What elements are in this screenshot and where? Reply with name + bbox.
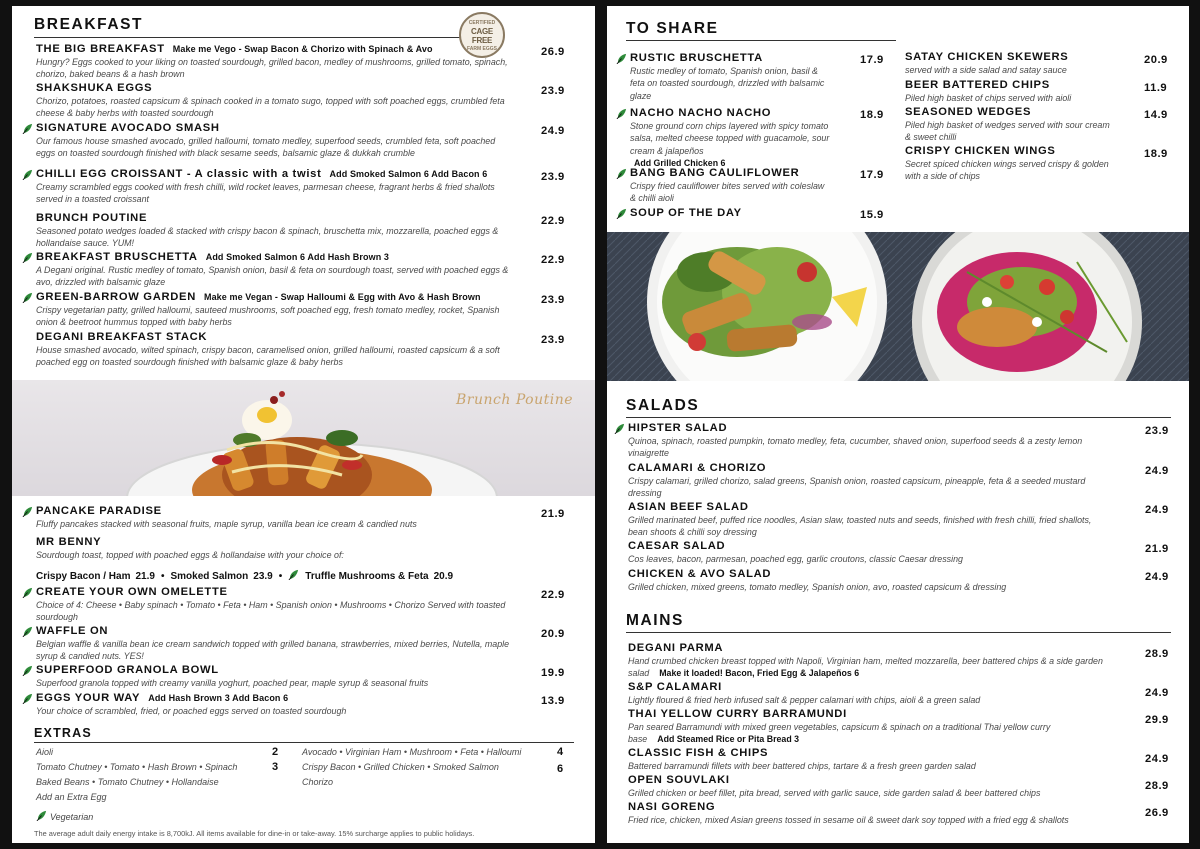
menu-item-price: 28.9 xyxy=(1145,648,1169,660)
menu-item-name: PANCAKE PARADISE xyxy=(36,505,162,517)
menu-item-description xyxy=(628,581,1113,593)
menu-item-price: 26.9 xyxy=(541,46,565,58)
leaf-icon xyxy=(22,506,33,517)
menu-item xyxy=(628,568,1113,593)
menu-item-description xyxy=(905,119,1110,144)
menu-item-price: 13.9 xyxy=(541,695,565,707)
menu-item-name: DEGANI PARMA xyxy=(628,642,724,654)
menu-item-price: 23.9 xyxy=(541,334,565,346)
section-title-extras: EXTRAS xyxy=(34,726,92,740)
benny-option-price: 21.9 xyxy=(135,571,155,582)
menu-item-description xyxy=(36,95,511,120)
menu-item-name: CHILLI EGG CROISSANT - A classic with a twist xyxy=(36,168,322,180)
leaf-icon xyxy=(22,292,33,303)
menu-item xyxy=(628,708,1113,746)
menu-item-name: WAFFLE ON xyxy=(36,625,109,637)
menu-item-description xyxy=(628,814,1113,826)
menu-item-description xyxy=(36,56,511,81)
menu-item-description xyxy=(628,721,1113,746)
leaf-icon xyxy=(288,569,299,580)
menu-item-description xyxy=(36,518,511,530)
menu-item-price: 26.9 xyxy=(1145,807,1169,819)
brunch-poutine-photo xyxy=(12,380,595,496)
extras-line: Chorizo xyxy=(302,777,334,787)
section-divider xyxy=(626,40,896,41)
leaf-icon xyxy=(616,208,627,219)
menu-item xyxy=(628,422,1113,460)
section-title-breakfast: BREAKFAST xyxy=(34,16,144,33)
menu-item-description xyxy=(628,553,1113,565)
menu-item-name: SHAKSHUKA EGGS xyxy=(36,82,153,94)
menu-item-name: CREATE YOUR OWN OMELETTE xyxy=(36,586,228,598)
menu-item-name: NASI GORENG xyxy=(628,801,716,813)
menu-item-price: 24.9 xyxy=(541,125,565,137)
extras-price-2: 3 xyxy=(272,761,279,773)
leaf-icon xyxy=(616,53,627,64)
menu-item-description-text: Stone ground corn chips layered with spicy tomato salsa, melted cheese topped with guacamole, sour cream & jalapeños xyxy=(630,121,830,156)
menu-item-name: BANG BANG CAULIFLOWER xyxy=(630,167,800,179)
leaf-icon xyxy=(36,810,47,821)
menu-item-name: THE BIG BREAKFAST xyxy=(36,43,165,55)
section-title-to-share: TO SHARE xyxy=(626,20,719,37)
menu-item-description-text: served with a side salad and satay sauce xyxy=(905,65,1067,75)
leaf-icon xyxy=(22,252,33,263)
menu-item-name: SATAY CHICKEN SKEWERS xyxy=(905,51,1069,63)
menu-item-name: RUSTIC BRUSCHETTA xyxy=(630,52,763,64)
menu-item-description-text: House smashed avocado, wilted spinach, crispy bacon, caramelised onion, grilled halloumi, roasted capsicum & a soft poached egg on toasted sourdough finished with balsamic glaze & baby herbs xyxy=(36,345,500,368)
menu-item-description xyxy=(628,655,1113,680)
menu-item-name: DEGANI BREAKFAST STACK xyxy=(36,331,208,343)
extras-column-1 xyxy=(36,745,279,805)
extras-price-1: 2 xyxy=(272,746,279,758)
menu-item xyxy=(905,79,1110,104)
menu-item-name: OPEN SOUVLAKI xyxy=(628,774,730,786)
menu-item-description xyxy=(905,64,1110,76)
menu-item-price: 24.9 xyxy=(1145,504,1169,516)
separator: • xyxy=(278,571,283,582)
menu-item-name: CALAMARI & CHORIZO xyxy=(628,462,767,474)
menu-item-name: HIPSTER SALAD xyxy=(628,422,728,434)
menu-item-description-text: Crispy vegetarian patty, grilled halloumi, sauteed mushrooms, soft poached egg, fresh tomato medley, rocket, Spanish onion & beetroot hummus topped with baby herbs xyxy=(36,305,500,328)
section-title-salads: SALADS xyxy=(626,397,700,414)
menu-item-name: BRUNCH POUTINE xyxy=(36,212,148,224)
menu-item-name: CLASSIC FISH & CHIPS xyxy=(628,747,769,759)
menu-item-price: 24.9 xyxy=(1145,753,1169,765)
menu-page-right xyxy=(607,6,1189,843)
menu-item-description-text: Chorizo, potatoes, roasted capsicum & spinach cooked in a tomato sugo, topped with soft poached eggs, crumbled feta cheese & baby herbs with toasted sourdough xyxy=(36,96,505,119)
menu-item-price: 29.9 xyxy=(1145,714,1169,726)
menu-item-description xyxy=(628,787,1113,799)
menu-item-description xyxy=(36,549,511,561)
menu-item-description-text: Our famous house smashed avocado, grilled halloumi, tomato medley, superfood seeds, crumbled feta, soft poached eggs on toasted sourdough finished with black sesame seeds, balsamic glaze & dukkah crumble xyxy=(36,136,496,159)
menu-item xyxy=(628,801,1113,826)
menu-item-price: 21.9 xyxy=(1145,543,1169,555)
leaf-icon xyxy=(614,423,625,434)
menu-item-price: 23.9 xyxy=(541,171,565,183)
menu-item-description-text: Piled high basket of chips served with aioli xyxy=(905,93,1072,103)
section-divider xyxy=(626,417,1171,418)
section-divider xyxy=(34,37,474,38)
menu-item-addon: Make it loaded! Bacon, Fried Egg & Jalapeños 6 xyxy=(659,668,860,679)
menu-item-price: 28.9 xyxy=(1145,780,1169,792)
menu-item-extra: Make me Vegan - Swap Halloumi & Egg with Avo & Hash Brown xyxy=(203,292,481,302)
menu-item-price: 22.9 xyxy=(541,589,565,601)
menu-item-description xyxy=(630,120,830,157)
menu-item xyxy=(36,586,511,624)
menu-item-addon: Add Grilled Chicken 6 xyxy=(634,158,726,169)
menu-item-name: SIGNATURE AVOCADO SMASH xyxy=(36,122,220,134)
leaf-icon xyxy=(22,693,33,704)
menu-item-description-text: Cos leaves, bacon, parmesan, poached egg, garlic croutons, classic Caesar dressing xyxy=(628,554,963,564)
menu-item-description-text: Hungry? Eggs cooked to your liking on toasted sourdough, grilled bacon, medley of mushrooms, grilled tomato, spinach, chorizo, baked beans & a hash brown xyxy=(36,57,508,80)
menu-item xyxy=(36,251,511,289)
leaf-icon xyxy=(22,587,33,598)
leaf-icon xyxy=(22,123,33,134)
photo-caption: Brunch Poutine xyxy=(456,392,574,408)
menu-item-description-text: Choice of 4: Cheese • Baby spinach • Tomato • Feta • Ham • Spanish onion • Mushrooms • Chorizo Served with toasted sourdough xyxy=(36,600,506,623)
menu-item xyxy=(36,625,511,663)
menu-item-description xyxy=(36,304,511,329)
menu-item xyxy=(628,774,1113,799)
benny-option-price: 20.9 xyxy=(433,571,454,582)
menu-item-name: MR BENNY xyxy=(36,536,102,548)
menu-item-name: NACHO NACHO NACHO xyxy=(630,107,772,119)
extras-price-4: 6 xyxy=(557,763,564,775)
menu-item-description-text: Rustic medley of tomato, Spanish onion, basil & feta on toasted sourdough, drizzled with balsamic glaze xyxy=(630,66,825,101)
menu-item-description-text: Crispy calamari, grilled chorizo, salad greens, Spanish onion, roasted capsicum, pineapple, feta & a seeded mustard dressing xyxy=(628,476,1086,499)
menu-item-price: 22.9 xyxy=(541,215,565,227)
menu-item xyxy=(36,291,511,329)
menu-item-description xyxy=(36,264,511,289)
menu-item-description xyxy=(36,599,511,624)
menu-item xyxy=(36,82,511,120)
menu-item xyxy=(630,52,830,102)
extras-line: Baked Beans • Tomato Chutney • Hollandaise xyxy=(36,777,219,787)
menu-item-name: CAESAR SALAD xyxy=(628,540,726,552)
menu-item xyxy=(630,167,830,205)
menu-item-description-text: Seasoned potato wedges loaded & stacked with crispy bacon & spinach, bruschetta mix, mozzarella, poached eggs & hollandaise sauce. YUM! xyxy=(36,226,499,249)
extras-line: Aioli xyxy=(36,747,54,757)
leaf-icon xyxy=(616,168,627,179)
menu-item-price: 21.9 xyxy=(541,508,565,520)
dishes-illustration xyxy=(607,232,1189,381)
extras-column-2 xyxy=(302,745,552,790)
menu-page-left xyxy=(12,6,595,843)
menu-item-name: BEER BATTERED CHIPS xyxy=(905,79,1050,91)
menu-item-description-text: Grilled chicken, mixed greens, tomato medley, Spanish onion, avo, roasted capsicum & dressing xyxy=(628,582,1007,592)
menu-item-name: BREAKFAST BRUSCHETTA xyxy=(36,251,198,263)
menu-item-extra: Make me Vego - Swap Bacon & Chorizo with Spinach & Avo xyxy=(172,44,433,54)
benny-option-label: Smoked Salmon xyxy=(170,571,249,582)
menu-item xyxy=(628,540,1113,565)
menu-item-description-text: Creamy scrambled eggs cooked with fresh chilli, wild rocket leaves, parmesan cheese, fragrant herbs & fried shallots served in a toasted croissant xyxy=(36,182,495,205)
menu-item-description-text: Fluffy pancakes stacked with seasonal fruits, maple syrup, vanilla bean ice cream & candied nuts xyxy=(36,519,417,529)
menu-item-extra: Add Smoked Salmon 6 Add Hash Brown 3 xyxy=(205,252,390,262)
benny-option-label: Truffle Mushrooms & Feta xyxy=(305,571,429,582)
menu-item-name: SUPERFOOD GRANOLA BOWL xyxy=(36,664,219,676)
menu-item-description-text: Piled high basket of wedges served with sour cream & sweet chilli xyxy=(905,120,1110,143)
section-divider xyxy=(626,632,1171,633)
dishes-photo xyxy=(607,232,1189,381)
menu-item xyxy=(36,505,511,530)
menu-item xyxy=(628,642,1113,680)
section-title-mains: MAINS xyxy=(626,612,684,629)
extras-line: Add an Extra Egg xyxy=(36,792,107,802)
menu-item-price: 20.9 xyxy=(541,628,565,640)
menu-item xyxy=(630,107,830,168)
menu-item-description xyxy=(905,158,1110,183)
menu-item-description xyxy=(36,705,511,717)
menu-item-description xyxy=(36,225,511,250)
menu-item xyxy=(628,462,1113,500)
menu-item-description-text: Pan seared Barramundi with mixed green vegetables, capsicum & spinach on a traditional Thai yellow curry base xyxy=(628,722,1051,745)
menu-item-description xyxy=(630,180,830,205)
menu-item-description-text: Secret spiced chicken wings served crispy & golden with a side of chips xyxy=(905,159,1109,182)
separator: • xyxy=(160,571,165,582)
menu-item xyxy=(36,168,511,206)
menu-item xyxy=(36,331,511,369)
menu-item-name: THAI YELLOW CURRY BARRAMUNDI xyxy=(628,708,847,720)
menu-item-price: 18.9 xyxy=(1144,148,1168,160)
menu-item-name: ASIAN BEEF SALAD xyxy=(628,501,749,513)
menu-item-price: 19.9 xyxy=(541,667,565,679)
menu-item-description xyxy=(630,65,830,102)
menu-item-price: 20.9 xyxy=(1144,54,1168,66)
menu-item-name: CRISPY CHICKEN WINGS xyxy=(905,145,1056,157)
legend-vegetarian: Vegetarian xyxy=(50,812,94,822)
menu-item xyxy=(36,122,511,160)
benny-option-price: 23.9 xyxy=(253,571,273,582)
menu-item-price: 14.9 xyxy=(1144,109,1168,121)
leaf-icon xyxy=(616,108,627,119)
menu-item-price: 15.9 xyxy=(860,209,884,221)
menu-item xyxy=(630,207,830,219)
menu-item-price: 18.9 xyxy=(860,109,884,121)
menu-item-price: 17.9 xyxy=(860,169,884,181)
menu-item-name: EGGS YOUR WAY xyxy=(36,692,141,704)
menu-item-description xyxy=(36,181,511,206)
menu-item-description-text: A Degani original. Rustic medley of tomato, Spanish onion, basil & feta on sourdough toast, served with poached eggs & avo, drizzled with balsamic glaze xyxy=(36,265,509,288)
benny-options xyxy=(36,569,453,582)
menu-item-extra: Add Smoked Salmon 6 Add Bacon 6 xyxy=(329,169,488,179)
section-divider xyxy=(34,742,574,743)
menu-item-name: CHICKEN & AVO SALAD xyxy=(628,568,772,580)
menu-item-description-text: Sourdough toast, topped with poached eggs & hollandaise with your choice of: xyxy=(36,550,344,560)
menu-item xyxy=(36,536,511,561)
menu-item xyxy=(905,145,1110,183)
menu-item-description xyxy=(36,638,511,663)
extras-line: Crispy Bacon • Grilled Chicken • Smoked Salmon xyxy=(302,762,499,772)
menu-item-description xyxy=(628,435,1113,460)
extras-line: Tomato Chutney • Tomato • Hash Brown • Spinach xyxy=(36,762,238,772)
menu-item-description-text: Grilled marinated beef, puffed rice noodles, Asian slaw, toasted nuts and seeds, finished with fresh chilli, fried shallots, bean shoots & chilli soy dressing xyxy=(628,515,1092,538)
menu-item-description xyxy=(905,92,1110,104)
extras-line: Avocado • Virginian Ham • Mushroom • Feta • Halloumi xyxy=(302,747,522,757)
menu-item-description-text: Your choice of scrambled, fried, or poached eggs served on toasted sourdough xyxy=(36,706,347,716)
menu-item-name: S&P CALAMARI xyxy=(628,681,722,693)
menu-item xyxy=(628,747,1113,772)
menu-item xyxy=(36,212,511,250)
menu-item-description-text: Crispy fried cauliflower bites served with coleslaw & chilli aioli xyxy=(630,181,825,204)
menu-item-price: 23.9 xyxy=(541,85,565,97)
menu-item-name: SOUP OF THE DAY xyxy=(630,207,742,219)
menu-item-description-text: Grilled chicken or beef fillet, pita bread, served with garlic sauce, side garden salad & beer battered chips xyxy=(628,788,1041,798)
menu-item-price: 22.9 xyxy=(541,254,565,266)
menu-item xyxy=(628,681,1113,706)
menu-item-description xyxy=(36,677,511,689)
menu-item xyxy=(628,501,1113,539)
menu-item-price: 11.9 xyxy=(1144,82,1168,94)
menu-item-addon: Add Steamed Rice or Pita Bread 3 xyxy=(657,734,800,745)
menu-item-price: 23.9 xyxy=(541,294,565,306)
menu-item-price: 23.9 xyxy=(1145,425,1169,437)
menu-item-price: 17.9 xyxy=(860,54,884,66)
leaf-icon xyxy=(22,626,33,637)
menu-item-description xyxy=(628,514,1113,539)
footnote: The average adult daily energy intake is 8,700kJ. All items available for dine-in or take-away. 15% surcharge applies to public holidays. xyxy=(34,829,475,838)
menu-item-description-text: Fried rice, chicken, mixed Asian greens tossed in sesame oil & sweet dark soy topped with a fried egg & shallots xyxy=(628,815,1069,825)
menu-item xyxy=(36,664,511,689)
menu-item-name: GREEN-BARROW GARDEN xyxy=(36,291,196,303)
menu-item xyxy=(905,51,1110,76)
menu-item-description xyxy=(628,475,1113,500)
menu-item-description-text: Hand crumbed chicken breast topped with Napoli, Virginian ham, melted mozzarella, beer battered chips & a side garden salad xyxy=(628,656,1103,679)
menu-item-description-text: Belgian waffle & vanilla bean ice cream sandwich topped with grilled banana, strawberries, mixed berries, Nutella, maple syrup & candied nuts. YES! xyxy=(36,639,510,662)
menu-item-price: 24.9 xyxy=(1145,687,1169,699)
menu-item-description-text: Superfood granola topped with creamy vanilla yoghurt, poached pear, maple syrup & seasonal fruits xyxy=(36,678,429,688)
benny-option-label: Crispy Bacon / Ham xyxy=(36,571,131,582)
menu-item xyxy=(905,106,1110,144)
menu-item-extra: Add Hash Brown 3 Add Bacon 6 xyxy=(148,693,289,703)
menu-item-description xyxy=(628,694,1113,706)
leaf-icon xyxy=(22,169,33,180)
menu-item-description xyxy=(36,135,511,160)
menu-item-description xyxy=(36,344,511,369)
menu-item-description-text: Battered barramundi fillets with beer battered chips, tartare & a fresh green garden salad xyxy=(628,761,976,771)
menu-item-description xyxy=(628,760,1113,772)
menu-item-name: SEASONED WEDGES xyxy=(905,106,1032,118)
menu-item xyxy=(36,43,511,81)
menu-item xyxy=(36,692,511,717)
menu-item-price: 24.9 xyxy=(1145,465,1169,477)
cage-free-badge-icon: CERTIFIED CAGE FREE FARM EGGS xyxy=(459,12,505,58)
menu-item-description-text: Quinoa, spinach, roasted pumpkin, tomato medley, feta, cucumber, shaved onion, superfood seeds & a zesty lemon vinaigrette xyxy=(628,436,1083,459)
leaf-icon xyxy=(22,665,33,676)
menu-item-description-text: Lightly floured & fried herb infused salt & pepper calamari with chips, aioli & a green salad xyxy=(628,695,981,705)
extras-price-3: 4 xyxy=(557,746,564,758)
menu-item-price: 24.9 xyxy=(1145,571,1169,583)
